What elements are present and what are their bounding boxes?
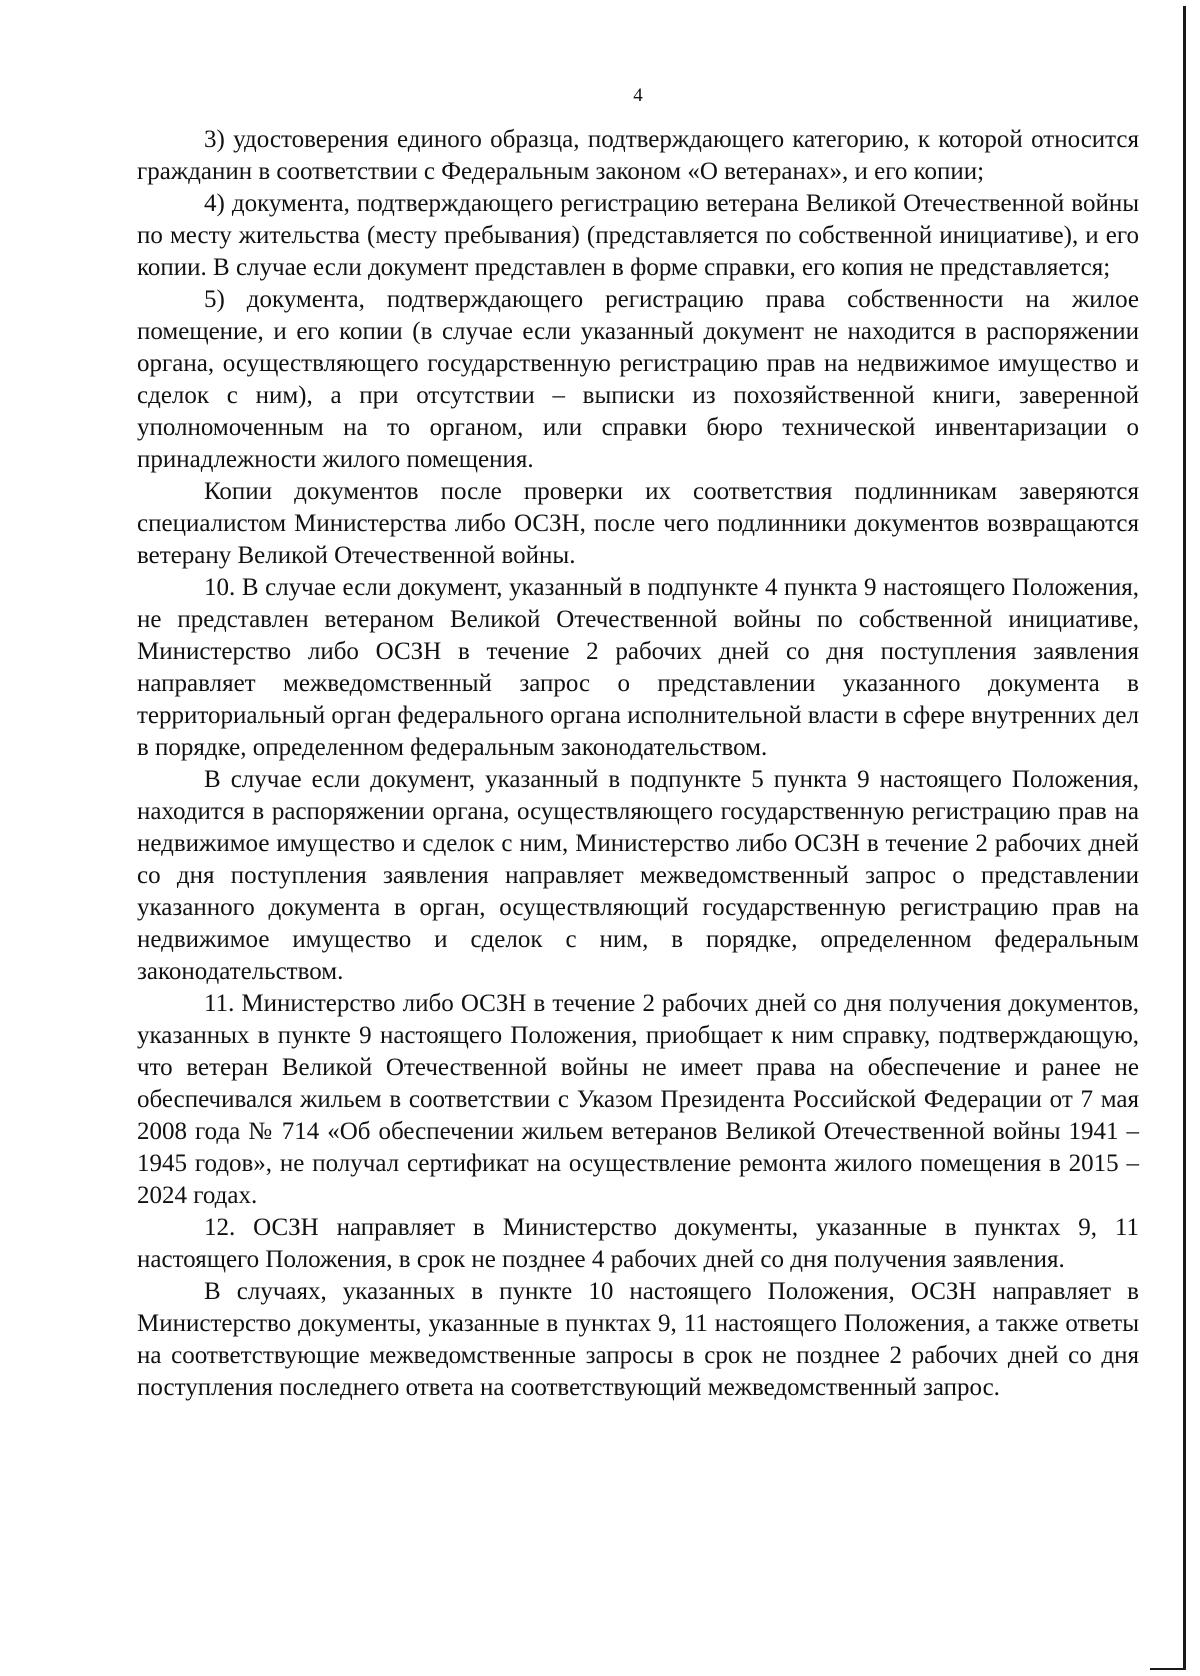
scan-edge-line <box>1183 6 1186 1670</box>
paragraph-item-10: 10. В случае если документ, указанный в подпункте 4 пункта 9 настоящего Положения, не представлен ветераном Великой Отечественной войны по собственной инициативе, Министерство либо ОСЗН в течение 2 рабочих дней со дня поступления заявления направляет межведомственный запрос о представлении указанного документа в территориальный орган федерального органа исполнительной власти в сфере внутренних дел в порядке, определенном федеральным законодательством. <box>137 574 1139 761</box>
paragraph-item-10-continued: В случае если документ, указанный в подпункте 5 пункта 9 настоящего Положения, находится в распоряжении органа, осуществляющего государственную регистрацию прав на недвижимое имущество и сделок с ним, Министерство либо ОСЗН в течение 2 рабочих дней со дня поступления заявления направляет межведомственный запрос о представлении указанного документа в орган, осуществляющий государственную регистрацию прав на недвижимое имущество и сделок с ним, в порядке, определенном федеральным законодательством. <box>137 766 1139 985</box>
paragraph-subitem-5: 5) документа, подтверждающего регистрацию права собственности на жилое помещение, и его копии (в случае если указанный документ не находится в распоряжении органа, осуществляющего государственную регистрацию прав на недвижимое имущество и сделок с ним), а при отсутствии – выписки из похозяйственной книги, заверенной уполномоченным на то органом, или справки бюро технической инвентаризации о принадлежности жилого помещения. <box>137 286 1139 473</box>
paragraph-item-12-continued: В случаях, указанных в пункте 10 настоящего Положения, ОСЗН направляет в Министерство документы, указанные в пунктах 9, 11 настоящего Положения, а также ответы на соответствующие межведомственные запросы в срок не позднее 2 рабочих дней со дня поступления последнего ответа на соответствующий межведомственный запрос. <box>137 1278 1139 1401</box>
paragraph-copies: Копии документов после проверки их соответствия подлинникам заверяются специалистом Министерства либо ОСЗН, после чего подлинники документов возвращаются ветерану Великой Отечественной войны. <box>137 478 1139 569</box>
paragraph-item-11: 11. Министерство либо ОСЗН в течение 2 рабочих дней со дня получения документов, указанных в пункте 9 настоящего Положения, приобщает к ним справку, подтверждающую, что ветеран Великой Отечественной войны не имеет права на обеспечение и ранее не обеспечивался жильем в соответствии с Указом Президента Российской Федерации от 7 мая 2008 года № 714 «Об обеспечении жильем ветеранов Великой Отечественной войны 1941 – 1945 годов», не получал сертификат на осуществление ремонта жилого помещения в 2015 – 2024 годах. <box>137 990 1139 1209</box>
paragraph-item-12: 12. ОСЗН направляет в Министерство документы, указанные в пунктах 9, 11 настоящего Положения, в срок не позднее 4 рабочих дней со дня получения заявления. <box>137 1214 1139 1273</box>
page-number: 4 <box>633 85 643 106</box>
paragraph-subitem-4: 4) документа, подтверждающего регистрацию ветерана Великой Отечественной войны по месту жительства (месту пребывания) (представляется по собственной инициативе), и его копии. В случае если документ представлен в форме справки, его копия не представляется; <box>137 190 1139 281</box>
paragraph-subitem-3: 3) удостоверения единого образца, подтверждающего категорию, к которой относится гражданин в соответствии с Федеральным законом «О ветеранах», и его копии; <box>137 126 1139 185</box>
scan-edge-corner <box>1150 1668 1186 1670</box>
document-body <box>137 124 1139 1404</box>
